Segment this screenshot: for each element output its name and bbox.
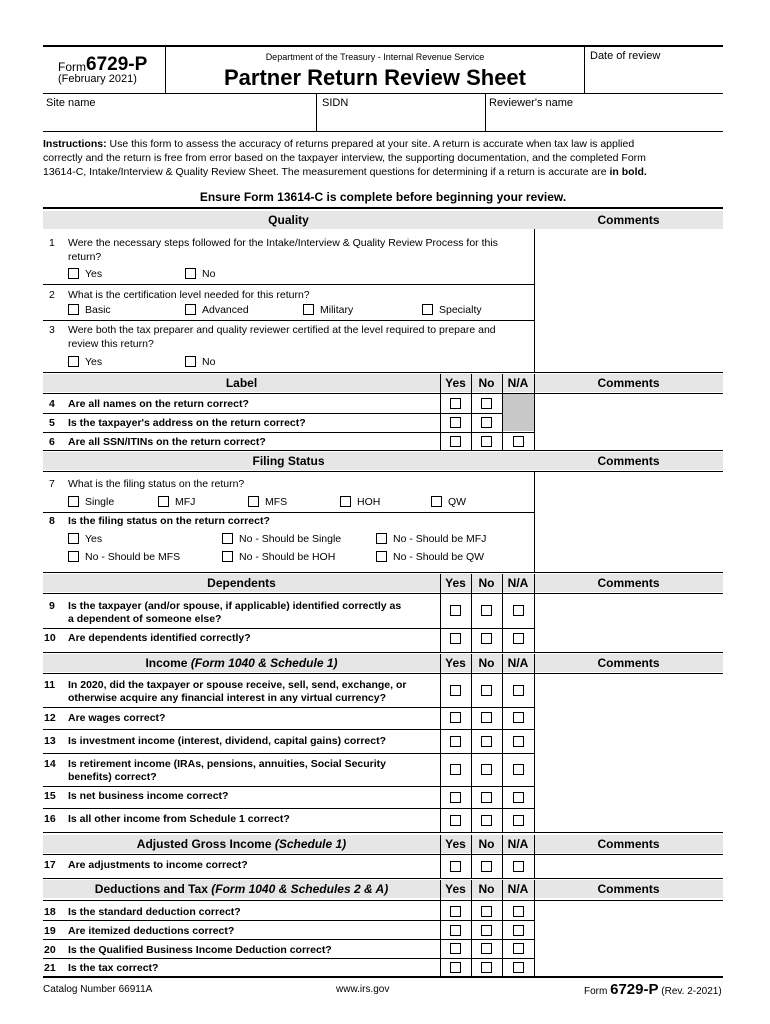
- q8-mfs-checkbox[interactable]: [68, 551, 79, 562]
- q19-number: 19: [44, 925, 56, 937]
- na-column-header: N/A: [507, 656, 529, 670]
- rule: [43, 393, 723, 394]
- q8-qw-checkbox[interactable]: [376, 551, 387, 562]
- q7-single-label: Single: [85, 496, 115, 508]
- q11-yes-checkbox[interactable]: [450, 685, 461, 696]
- q18-number: 18: [44, 906, 56, 918]
- row-rule: [43, 939, 534, 940]
- q20-no-checkbox[interactable]: [481, 943, 492, 954]
- q15-number: 15: [44, 790, 56, 802]
- reviewer-field[interactable]: [489, 111, 719, 129]
- label-comments-field[interactable]: [536, 395, 721, 448]
- q8-text: Is the filing status on the return correct?: [68, 515, 270, 527]
- comments-header: Comments: [597, 656, 660, 670]
- comments-divider: [534, 471, 535, 572]
- q3-text: Were both the tax preparer and quality reviewer certified at the level required to prepare and: [68, 324, 496, 336]
- q11-text: otherwise acquire any financial interest in any virtual currency?: [68, 692, 387, 704]
- row-rule: [43, 753, 534, 754]
- column-divider: [440, 574, 441, 652]
- column-divider: [502, 880, 503, 976]
- no-column-header: No: [478, 656, 495, 670]
- q20-yes-checkbox[interactable]: [450, 943, 461, 954]
- section-quality-title: Quality: [268, 213, 309, 227]
- section-rule: [43, 832, 723, 833]
- q6-na-checkbox[interactable]: [513, 436, 524, 447]
- row-rule: [43, 432, 534, 433]
- yes-column-header: Yes: [445, 576, 466, 590]
- form-date: (February 2021): [58, 73, 137, 85]
- q2-military-label: Military: [320, 304, 354, 316]
- q19-yes-checkbox[interactable]: [450, 925, 461, 936]
- q2-specialty-checkbox[interactable]: [422, 304, 433, 315]
- comments-divider: [534, 229, 535, 372]
- table-top-rule: [43, 207, 723, 209]
- column-divider: [502, 835, 503, 878]
- q8-qw-label: No - Should be QW: [393, 551, 485, 563]
- column-divider: [440, 654, 441, 832]
- q8-yes-label: Yes: [85, 533, 103, 545]
- comments-divider: [534, 574, 535, 652]
- q2-number: 2: [49, 289, 55, 301]
- column-divider: [502, 654, 503, 832]
- q12-yes-checkbox[interactable]: [450, 712, 461, 723]
- q8-mfj-checkbox[interactable]: [376, 533, 387, 544]
- q8-number: 8: [49, 515, 55, 527]
- q9-na-checkbox[interactable]: [513, 605, 524, 616]
- q20-text: Is the Qualified Business Income Deduction correct?: [68, 944, 332, 956]
- filing-comments-field[interactable]: [536, 474, 721, 570]
- column-divider: [471, 654, 472, 832]
- q1-number: 1: [49, 237, 55, 249]
- q4-number: 4: [49, 398, 55, 410]
- q13-no-checkbox[interactable]: [481, 736, 492, 747]
- row-rule: [43, 958, 534, 959]
- instructions-line-2: correctly and the return is free from error based on the taxpayer interview, the supporting documentation, and the completed Form: [43, 152, 646, 164]
- q9-text: a dependent of someone else?: [68, 613, 222, 625]
- row-rule: [43, 808, 534, 809]
- q7-mfj-label: MFJ: [175, 496, 196, 508]
- q4-yes-checkbox[interactable]: [450, 398, 461, 409]
- q11-na-checkbox[interactable]: [513, 685, 524, 696]
- q8-mfs-label: No - Should be MFS: [85, 551, 181, 563]
- q18-yes-checkbox[interactable]: [450, 906, 461, 917]
- q14-yes-checkbox[interactable]: [450, 764, 461, 775]
- form-number: 6729-P: [86, 54, 148, 75]
- q14-na-checkbox[interactable]: [513, 764, 524, 775]
- sidn-label: SIDN: [322, 97, 349, 109]
- q21-no-checkbox[interactable]: [481, 962, 492, 973]
- section-rule: [43, 878, 723, 879]
- divider: [316, 94, 317, 131]
- comments-header: Comments: [597, 837, 660, 851]
- column-divider: [471, 574, 472, 652]
- irs-url: www.irs.gov: [336, 984, 390, 995]
- reviewer-label: Reviewer's name: [489, 97, 574, 109]
- instructions-line-1: Instructions: Use this form to assess the accuracy of returns prepared at your site. A return is accurate when tax law is applied: [43, 138, 635, 150]
- q14-number: 14: [44, 758, 56, 770]
- comments-divider: [534, 880, 535, 976]
- q2-advanced-label: Advanced: [202, 304, 249, 316]
- q20-na-checkbox[interactable]: [513, 943, 524, 954]
- q21-na-checkbox[interactable]: [513, 962, 524, 973]
- q13-text: Is investment income (interest, dividend, capital gains) correct?: [68, 735, 386, 747]
- q10-text: Are dependents identified correctly?: [68, 632, 251, 644]
- column-divider: [440, 374, 441, 450]
- q3-no-checkbox[interactable]: [185, 356, 196, 367]
- q2-basic-label: Basic: [85, 304, 111, 316]
- q19-no-checkbox[interactable]: [481, 925, 492, 936]
- q17-number: 17: [44, 859, 56, 871]
- q16-no-checkbox[interactable]: [481, 815, 492, 826]
- q21-number: 21: [44, 962, 56, 974]
- q6-no-checkbox[interactable]: [481, 436, 492, 447]
- q11-no-checkbox[interactable]: [481, 685, 492, 696]
- form-word: Form: [58, 60, 86, 74]
- q14-no-checkbox[interactable]: [481, 764, 492, 775]
- q8-single-checkbox[interactable]: [222, 533, 233, 544]
- q9-no-checkbox[interactable]: [481, 605, 492, 616]
- rule: [43, 131, 723, 132]
- column-divider: [471, 880, 472, 976]
- q5-text: Is the taxpayer's address on the return correct?: [68, 417, 306, 429]
- date-of-review-field[interactable]: [590, 64, 720, 92]
- instructions-line-3: 13614-C, Intake/Interview & Quality Review Sheet. The measurement questions for determining if a return is accurate are in bold.: [43, 166, 647, 178]
- q13-yes-checkbox[interactable]: [450, 736, 461, 747]
- q10-yes-checkbox[interactable]: [450, 633, 461, 644]
- row-rule: [43, 707, 534, 708]
- q1-text: Were the necessary steps followed for the Intake/Interview & Quality Review Process for this: [68, 237, 498, 249]
- rule: [43, 593, 723, 594]
- q11-text: In 2020, did the taxpayer or spouse receive, sell, send, exchange, or: [68, 679, 407, 691]
- q1-yes-label: Yes: [85, 268, 103, 280]
- na-column-header: N/A: [507, 376, 529, 390]
- row-rule: [43, 920, 534, 921]
- q3-yes-checkbox[interactable]: [68, 356, 79, 367]
- section-rule: [43, 652, 723, 653]
- comments-divider: [534, 835, 535, 878]
- q18-na-checkbox[interactable]: [513, 906, 524, 917]
- column-divider: [471, 835, 472, 878]
- q17-na-checkbox[interactable]: [513, 861, 524, 872]
- q7-hoh-checkbox[interactable]: [340, 496, 351, 507]
- quality-comments-field[interactable]: [536, 232, 721, 370]
- section-rule: [43, 372, 723, 373]
- no-column-header: No: [478, 376, 495, 390]
- section-rule: [43, 572, 723, 573]
- q3-number: 3: [49, 324, 55, 336]
- site-name-label: Site name: [46, 97, 96, 109]
- q7-qw-checkbox[interactable]: [431, 496, 442, 507]
- section-label-title: Label: [225, 376, 258, 390]
- no-column-header: No: [478, 837, 495, 851]
- comments-header: Comments: [597, 454, 660, 468]
- rule: [43, 673, 723, 674]
- column-divider: [471, 374, 472, 450]
- q10-number: 10: [44, 632, 56, 644]
- q15-yes-checkbox[interactable]: [450, 792, 461, 803]
- income-comments-field[interactable]: [536, 675, 721, 830]
- q17-text: Are adjustments to income correct?: [68, 859, 248, 871]
- q1-no-label: No: [202, 268, 216, 280]
- deductions-comments-field[interactable]: [536, 902, 721, 974]
- q3-yes-label: Yes: [85, 356, 103, 368]
- comments-divider: [534, 654, 535, 832]
- row-rule: [43, 320, 534, 321]
- q17-yes-checkbox[interactable]: [450, 861, 461, 872]
- row-rule: [43, 512, 534, 513]
- q13-number: 13: [44, 735, 56, 747]
- column-divider: [502, 574, 503, 652]
- no-column-header: No: [478, 576, 495, 590]
- q15-no-checkbox[interactable]: [481, 792, 492, 803]
- q2-advanced-checkbox[interactable]: [185, 304, 196, 315]
- q3-text: review this return?: [68, 338, 154, 350]
- q8-yes-checkbox[interactable]: [68, 533, 79, 544]
- q18-text: Is the standard deduction correct?: [68, 906, 241, 918]
- comments-header: Comments: [597, 376, 660, 390]
- section-income-title: Income (Form 1040 & Schedule 1): [145, 656, 338, 670]
- column-divider: [440, 835, 441, 878]
- q17-no-checkbox[interactable]: [481, 861, 492, 872]
- row-rule: [43, 284, 534, 285]
- q6-number: 6: [49, 436, 55, 448]
- rule: [43, 93, 723, 94]
- column-divider: [502, 374, 503, 450]
- q1-no-checkbox[interactable]: [185, 268, 196, 279]
- dependents-comments-field[interactable]: [536, 595, 721, 650]
- q1-yes-checkbox[interactable]: [68, 268, 79, 279]
- q1-text: return?: [68, 251, 102, 263]
- q19-na-checkbox[interactable]: [513, 925, 524, 936]
- q21-yes-checkbox[interactable]: [450, 962, 461, 973]
- q15-na-checkbox[interactable]: [513, 792, 524, 803]
- section-agi-title: Adjusted Gross Income (Schedule 1): [136, 837, 347, 851]
- q9-text: Is the taxpayer (and/or spouse, if applicable) identified correctly as: [68, 600, 402, 612]
- q16-yes-checkbox[interactable]: [450, 815, 461, 826]
- site-name-field[interactable]: [46, 111, 314, 129]
- comments-header: Comments: [597, 576, 660, 590]
- na-column-header: N/A: [507, 837, 529, 851]
- rule: [43, 471, 723, 472]
- column-divider: [440, 880, 441, 976]
- q4-text: Are all names on the return correct?: [68, 398, 249, 410]
- q16-na-checkbox[interactable]: [513, 815, 524, 826]
- rule: [43, 854, 723, 855]
- comments-divider: [534, 374, 535, 450]
- q6-text: Are all SSN/ITINs on the return correct?: [68, 436, 266, 448]
- comments-header: Comments: [597, 882, 660, 896]
- q7-hoh-label: HOH: [357, 496, 381, 508]
- q2-military-checkbox[interactable]: [303, 304, 314, 315]
- q8-hoh-checkbox[interactable]: [222, 551, 233, 562]
- yes-column-header: Yes: [445, 882, 466, 896]
- q4-no-checkbox[interactable]: [481, 398, 492, 409]
- q16-text: Is all other income from Schedule 1 correct?: [68, 813, 290, 825]
- na-disabled-cell: [503, 394, 534, 431]
- q14-text: Is retirement income (IRAs, pensions, annuities, Social Security: [68, 758, 387, 770]
- q10-no-checkbox[interactable]: [481, 633, 492, 644]
- q2-text: What is the certification level needed for this return?: [68, 289, 310, 301]
- q12-no-checkbox[interactable]: [481, 712, 492, 723]
- q8-mfj-label: No - Should be MFJ: [393, 533, 487, 545]
- q2-specialty-label: Specialty: [439, 304, 482, 316]
- divider: [485, 94, 486, 131]
- date-of-review-label: Date of review: [590, 50, 661, 62]
- q21-text: Is the tax correct?: [68, 962, 159, 974]
- q10-na-checkbox[interactable]: [513, 633, 524, 644]
- q7-number: 7: [49, 478, 55, 490]
- q14-text: benefits) correct?: [68, 771, 157, 783]
- section-deductions-title: Deductions and Tax (Form 1040 & Schedules 2 & A): [94, 882, 389, 896]
- na-column-header: N/A: [507, 576, 529, 590]
- q5-no-checkbox[interactable]: [481, 417, 492, 428]
- row-rule: [43, 628, 534, 629]
- rule: [43, 900, 723, 901]
- q13-na-checkbox[interactable]: [513, 736, 524, 747]
- q7-mfs-checkbox[interactable]: [248, 496, 259, 507]
- page-title: Partner Return Review Sheet: [224, 65, 526, 90]
- divider: [584, 47, 585, 94]
- row-rule: [43, 786, 534, 787]
- q9-number: 9: [49, 600, 55, 612]
- row-rule: [43, 413, 502, 414]
- q12-na-checkbox[interactable]: [513, 712, 524, 723]
- q15-text: Is net business income correct?: [68, 790, 229, 802]
- q7-text: What is the filing status on the return?: [68, 478, 245, 490]
- q19-text: Are itemized deductions correct?: [68, 925, 235, 937]
- q20-number: 20: [44, 944, 56, 956]
- q18-no-checkbox[interactable]: [481, 906, 492, 917]
- section-dependents-title: Dependents: [207, 576, 276, 590]
- section-rule: [43, 450, 723, 451]
- agi-comments-field[interactable]: [536, 856, 721, 876]
- q7-qw-label: QW: [448, 496, 467, 508]
- q16-number: 16: [44, 813, 56, 825]
- row-rule: [43, 729, 534, 730]
- top-rule: [43, 45, 723, 47]
- comments-header: Comments: [597, 213, 660, 227]
- yes-column-header: Yes: [445, 376, 466, 390]
- q7-mfj-checkbox[interactable]: [158, 496, 169, 507]
- q12-number: 12: [44, 712, 56, 724]
- q8-single-label: No - Should be Single: [239, 533, 342, 545]
- table-bottom-rule: [43, 976, 723, 978]
- agency-name: Department of the Treasury - Internal Revenue Service: [265, 52, 485, 62]
- section-filing-title: Filing Status: [252, 454, 325, 468]
- q9-yes-checkbox[interactable]: [450, 605, 461, 616]
- q8-hoh-label: No - Should be HOH: [239, 551, 336, 563]
- q11-number: 11: [44, 679, 56, 691]
- yes-column-header: Yes: [445, 656, 466, 670]
- sidn-field[interactable]: [320, 111, 482, 129]
- no-column-header: No: [478, 882, 495, 896]
- ensure-heading: Ensure Form 13614-C is complete before beginning your review.: [199, 190, 567, 204]
- q7-mfs-label: MFS: [265, 496, 288, 508]
- q5-number: 5: [49, 417, 55, 429]
- na-column-header: N/A: [507, 882, 529, 896]
- footer-form-id: Form 6729-P (Rev. 2-2021): [584, 981, 722, 998]
- q3-no-label: No: [202, 356, 216, 368]
- q12-text: Are wages correct?: [68, 712, 166, 724]
- q2-basic-checkbox[interactable]: [68, 304, 79, 315]
- catalog-number: Catalog Number 66911A: [43, 984, 153, 995]
- q5-yes-checkbox[interactable]: [450, 417, 461, 428]
- yes-column-header: Yes: [445, 837, 466, 851]
- q7-single-checkbox[interactable]: [68, 496, 79, 507]
- q6-yes-checkbox[interactable]: [450, 436, 461, 447]
